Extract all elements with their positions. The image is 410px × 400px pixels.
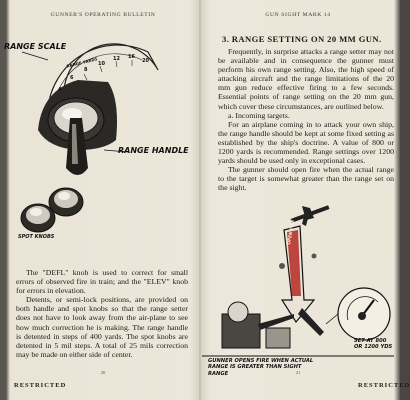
range-scale-callout: RANGE SCALE xyxy=(4,42,67,51)
scale-number-12: 12 xyxy=(113,56,120,62)
section-title: 3. RANGE SETTING ON 20 MM GUN. xyxy=(222,34,382,44)
scale-text: RANGE YARDS xyxy=(65,56,98,69)
right-subheading-incoming: a. Incoming targets. xyxy=(228,110,290,120)
spot-knobs-callout: SPOT KNOBS xyxy=(18,234,55,240)
illustration-caption-right: SET AT 800 OR 1200 YDS xyxy=(354,338,393,351)
right-paragraph-1: Frequently, in surprise attacks a range setter may not be available and in consequence the gunner must perform his own range setting. Also, the high speed of attacking aircraft and the range limitations of the 20 mm gun reduce effective firing to a few seconds. Essential points of range setting on the 20 mm gun, which cover these circumstances, are outlined below. xyxy=(218,47,394,111)
scale-number-10: 10 xyxy=(98,61,105,67)
illustration-caption-left: GUNNER OPENS FIRE WHEN ACTUAL RANGE IS GREATER THAN SIGHT RANGE xyxy=(208,358,314,377)
range-handle-callout: RANGE HANDLE xyxy=(118,146,189,155)
left-paragraph-1: The "DEFL" knob is used to correct for small errors of observed fire in train; and the "ELEV" knob for errors in elevation. xyxy=(16,268,188,296)
left-body-text xyxy=(16,268,188,359)
right-paragraph-3: The gunner should open fire when the actual range to the target is somewhat greater than the range set on the sight. xyxy=(218,165,394,193)
right-page-number: 21 xyxy=(295,370,301,375)
scale-number-4: 4 xyxy=(58,87,62,93)
right-page-header: GUN SIGHT MARK 14 xyxy=(265,12,331,18)
left-footer: RESTRICTED xyxy=(14,382,67,389)
left-page-header: GUNNER'S OPERATING BULLETIN xyxy=(50,12,156,18)
left-page-number: 20 xyxy=(100,370,106,375)
range-dial-illustration xyxy=(8,0,198,260)
left-paragraph-2: Detents, or semi-lock positions, are provided on both handle and spot knobs so that the range setter does not have to look away from the air-plane to see how much correction he is making. The range handle is detented in steps of 400 yards. The spot knobs are detented in 5 mil steps. A total of 25 mils correction may be made on either side of center. xyxy=(16,295,188,359)
right-paragraph-2: For an airplane coming in to attack your own ship, the range handle should be kept at some fixed setting as established by the ship's doctrine. A value of 800 or 1200 yards is recommended. Range settings over 1200 yards should be used only in exceptional cases. xyxy=(218,119,394,166)
scale-number-6: 6 xyxy=(70,75,74,81)
right-page xyxy=(202,0,410,400)
right-footer: RESTRICTED xyxy=(358,382,410,389)
attacking-plane-icon xyxy=(291,205,330,226)
scale-number-16: 16 xyxy=(128,54,135,60)
scale-number-8: 8 xyxy=(84,67,88,73)
left-page xyxy=(4,0,198,400)
scale-number-20: 20 xyxy=(142,58,149,64)
right-body-text xyxy=(218,47,394,193)
open-fire-arrow-label: OPEN FIRE xyxy=(286,219,296,245)
